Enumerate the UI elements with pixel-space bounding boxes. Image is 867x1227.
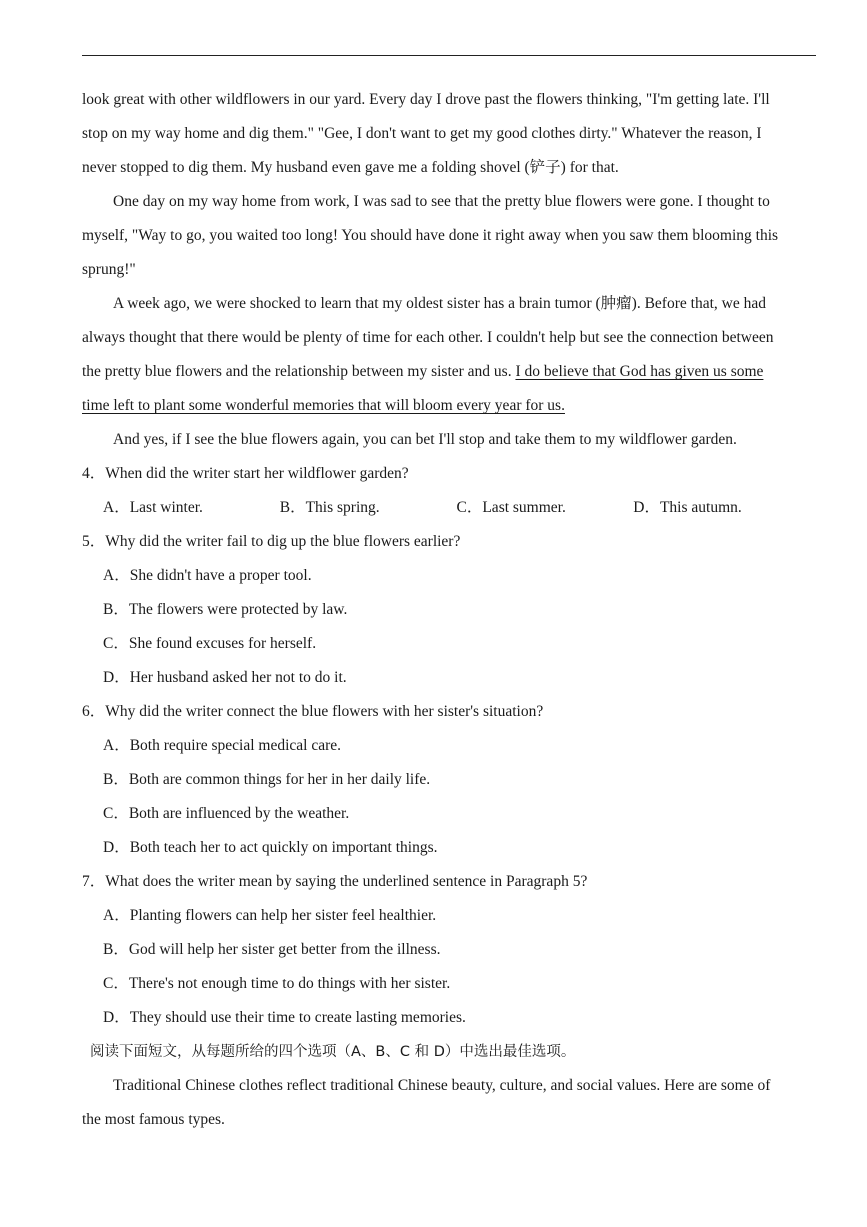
option-b[interactable] xyxy=(82,593,810,627)
option-text: God will help her sister get better from the illness. xyxy=(128,941,441,958)
option-label: A． xyxy=(103,907,130,924)
option-label: B． xyxy=(103,601,129,618)
question-number: 7． xyxy=(82,873,106,890)
question-number: 6． xyxy=(82,703,106,720)
option-text: There's not enough time to do things with her sister. xyxy=(128,975,451,992)
passage-line: the most famous types. xyxy=(82,1111,225,1128)
question-number: 4． xyxy=(82,465,106,482)
paragraph-start: One day on my way home from work, I was sad to see that the pretty blue flowers were gone. I thought to xyxy=(113,193,770,210)
option-a[interactable] xyxy=(82,729,810,763)
option-label: A． xyxy=(103,499,130,516)
option-label: A． xyxy=(103,567,130,584)
section-instructions: 阅读下面短文，从每题所给的四个选项（A、B、C 和 D）中选出最佳选项。 xyxy=(90,1044,576,1060)
option-text: Last summer. xyxy=(482,499,566,516)
passage-line xyxy=(82,389,810,423)
option-a[interactable] xyxy=(103,491,280,525)
option-c[interactable] xyxy=(82,627,810,661)
option-a[interactable] xyxy=(82,899,810,933)
question-text: When did the writer start her wildflower garden? xyxy=(105,465,409,482)
option-b[interactable] xyxy=(82,763,810,797)
underlined-sentence: time left to plant some wonderful memories that will bloom every year for us. xyxy=(82,397,565,414)
question-number: 5． xyxy=(82,533,106,550)
option-text: Both are common things for her in her daily life. xyxy=(128,771,431,788)
option-d[interactable] xyxy=(633,491,810,525)
option-label: D． xyxy=(633,499,660,516)
option-text: They should use their time to create lasting memories. xyxy=(129,1009,466,1026)
underlined-sentence: I do believe that God has given us some xyxy=(515,363,764,380)
option-label: C． xyxy=(103,975,129,992)
option-label: B． xyxy=(103,941,129,958)
header-rule xyxy=(82,55,816,56)
option-text: She found excuses for herself. xyxy=(128,635,317,652)
page-content xyxy=(82,83,810,1137)
option-label: D． xyxy=(103,669,130,686)
option-label: B． xyxy=(279,499,306,516)
option-text: This spring. xyxy=(305,499,380,516)
passage-line: sprung!" xyxy=(82,261,136,278)
option-b[interactable] xyxy=(280,491,457,525)
option-c[interactable] xyxy=(82,797,810,831)
question-6 xyxy=(82,695,810,729)
option-label: A． xyxy=(103,737,130,754)
question-text: What does the writer mean by saying the underlined sentence in Paragraph 5? xyxy=(105,873,588,890)
paragraph-start: And yes, if I see the blue flowers again, you can bet I'll stop and take them to my wildflower garden. xyxy=(113,431,737,448)
question-7 xyxy=(82,865,810,899)
question-text: Why did the writer fail to dig up the blue flowers earlier? xyxy=(105,533,461,550)
question-4-options xyxy=(82,491,810,525)
option-c[interactable] xyxy=(457,491,634,525)
passage-line: never stopped to dig them. My husband even gave me a folding shovel (铲子) for that. xyxy=(82,159,619,176)
option-a[interactable] xyxy=(82,559,810,593)
option-d[interactable] xyxy=(82,831,810,865)
question-5 xyxy=(82,525,810,559)
option-text: The flowers were protected by law. xyxy=(128,601,348,618)
plain-text: the pretty blue flowers and the relationship between my sister and us. xyxy=(82,363,516,380)
option-b[interactable] xyxy=(82,933,810,967)
option-c[interactable] xyxy=(82,967,810,1001)
paragraph-start: A week ago, we were shocked to learn that my oldest sister has a brain tumor (肿瘤). Before that, we had xyxy=(113,295,766,312)
option-label: B． xyxy=(103,771,129,788)
option-text: Both are influenced by the weather. xyxy=(128,805,350,822)
option-d[interactable] xyxy=(82,1001,810,1035)
passage-line xyxy=(82,355,810,389)
option-text: This autumn. xyxy=(659,499,742,516)
passage-line: myself, "Way to go, you waited too long! You should have done it right away when you saw them blooming this xyxy=(82,227,779,244)
paragraph-start: Traditional Chinese clothes reflect traditional Chinese beauty, culture, and social values. Here are some of xyxy=(113,1077,771,1094)
option-text: She didn't have a proper tool. xyxy=(129,567,312,584)
option-text: Last winter. xyxy=(129,499,203,516)
option-label: C． xyxy=(456,499,483,516)
option-d[interactable] xyxy=(82,661,810,695)
option-label: D． xyxy=(103,1009,130,1026)
option-label: C． xyxy=(103,805,129,822)
passage-line: look great with other wildflowers in our yard. Every day I drove past the flowers thinking, "I'm getting late. I'll xyxy=(82,91,770,108)
option-label: C． xyxy=(103,635,129,652)
option-text: Both teach her to act quickly on important things. xyxy=(129,839,438,856)
passage-line: stop on my way home and dig them." "Gee, I don't want to get my good clothes dirty." Whatever the reason, I xyxy=(82,125,762,142)
question-text: Why did the writer connect the blue flowers with her sister's situation? xyxy=(105,703,544,720)
option-text: Planting flowers can help her sister feel healthier. xyxy=(129,907,437,924)
option-text: Her husband asked her not to do it. xyxy=(129,669,347,686)
option-text: Both require special medical care. xyxy=(129,737,342,754)
question-4 xyxy=(82,457,810,491)
option-label: D． xyxy=(103,839,130,856)
passage-line: always thought that there would be plenty of time for each other. I couldn't help but see the connection between xyxy=(82,329,774,346)
